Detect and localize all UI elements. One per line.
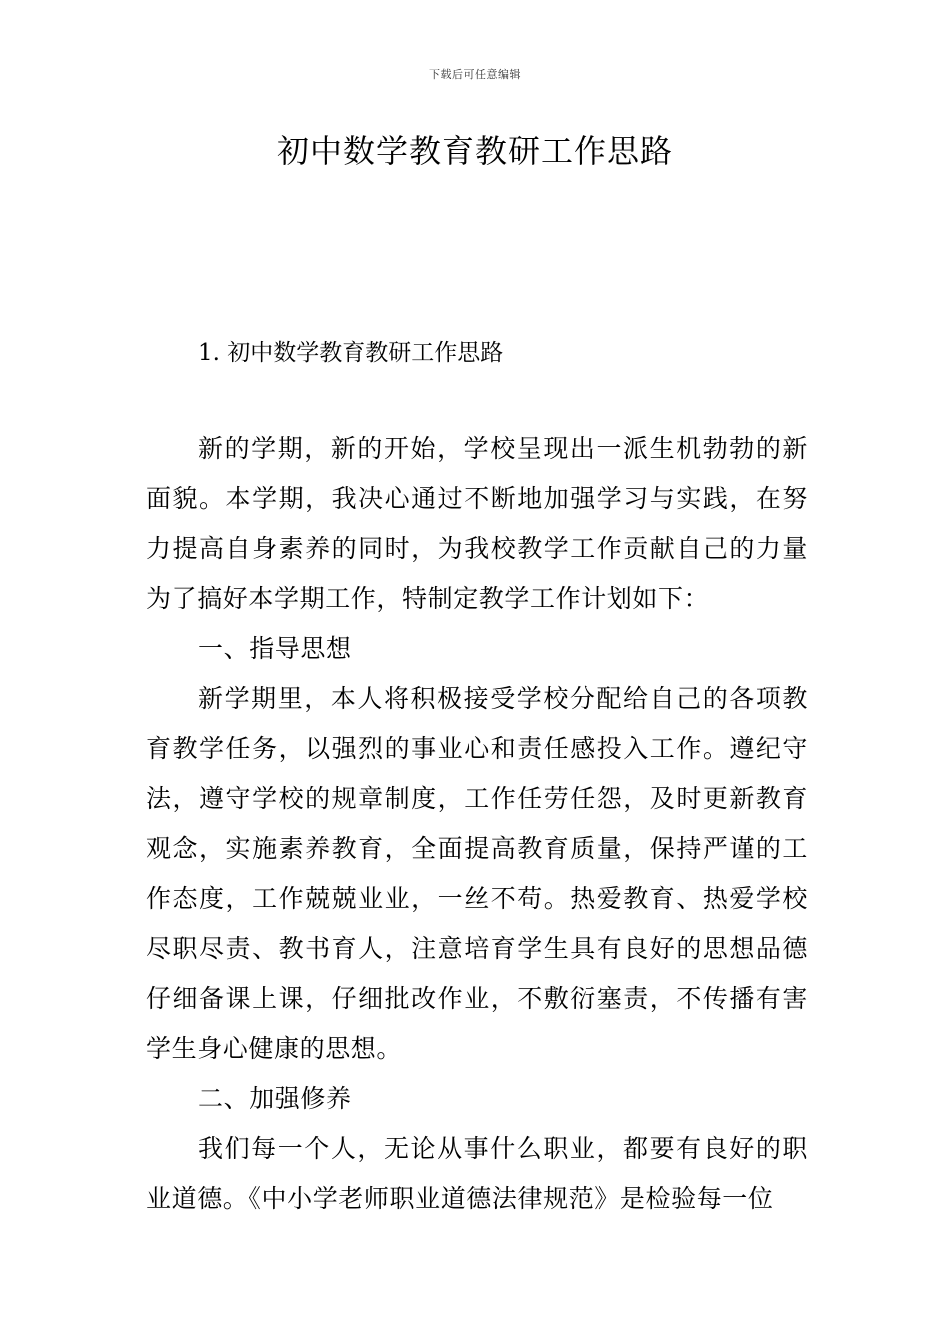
- subheading-strengthen-cultivation: 二、加强修养: [198, 1084, 352, 1113]
- document-body: [146, 424, 808, 1224]
- subheading-guiding-thought: 一、指导思想: [198, 634, 352, 663]
- header-note: 下载后可任意编辑: [429, 68, 521, 81]
- section-heading: 1. 初中数学教育教研工作思路: [198, 340, 504, 366]
- paragraph-intro: 新的学期，新的开始，学校呈现出一派生机勃勃的新面貌。本学期，我决心通过不断地加强学习与实践，在努力提高自身素养的同时，为我校教学工作贡献自己的力量为了搞好本学期工作，特制定教学工作计划如下：: [146, 434, 808, 613]
- document-title: 初中数学教育教研工作思路: [276, 132, 673, 170]
- paragraph-guiding-thought: 新学期里，本人将积极接受学校分配给自己的各项教育教学任务，以强烈的事业心和责任感投入工作。遵纪守法，遵守学校的规章制度，工作任劳任怨，及时更新教育观念，实施素养教育，全面提高教育质量，保持严谨的工作态度，工作兢兢业业，一丝不苟。热爱教育、热爱学校尽职尽责、教书育人，注意培育学生具有良好的思想品德仔细备课上课，仔细批改作业，不敷衍塞责，不传播有害学生身心健康的思想。: [146, 684, 808, 1063]
- paragraph-strengthen-cultivation: 我们每一个人，无论从事什么职业，都要有良好的职业道德。《中小学老师职业道德法律规范》是检验每一位: [146, 1134, 808, 1213]
